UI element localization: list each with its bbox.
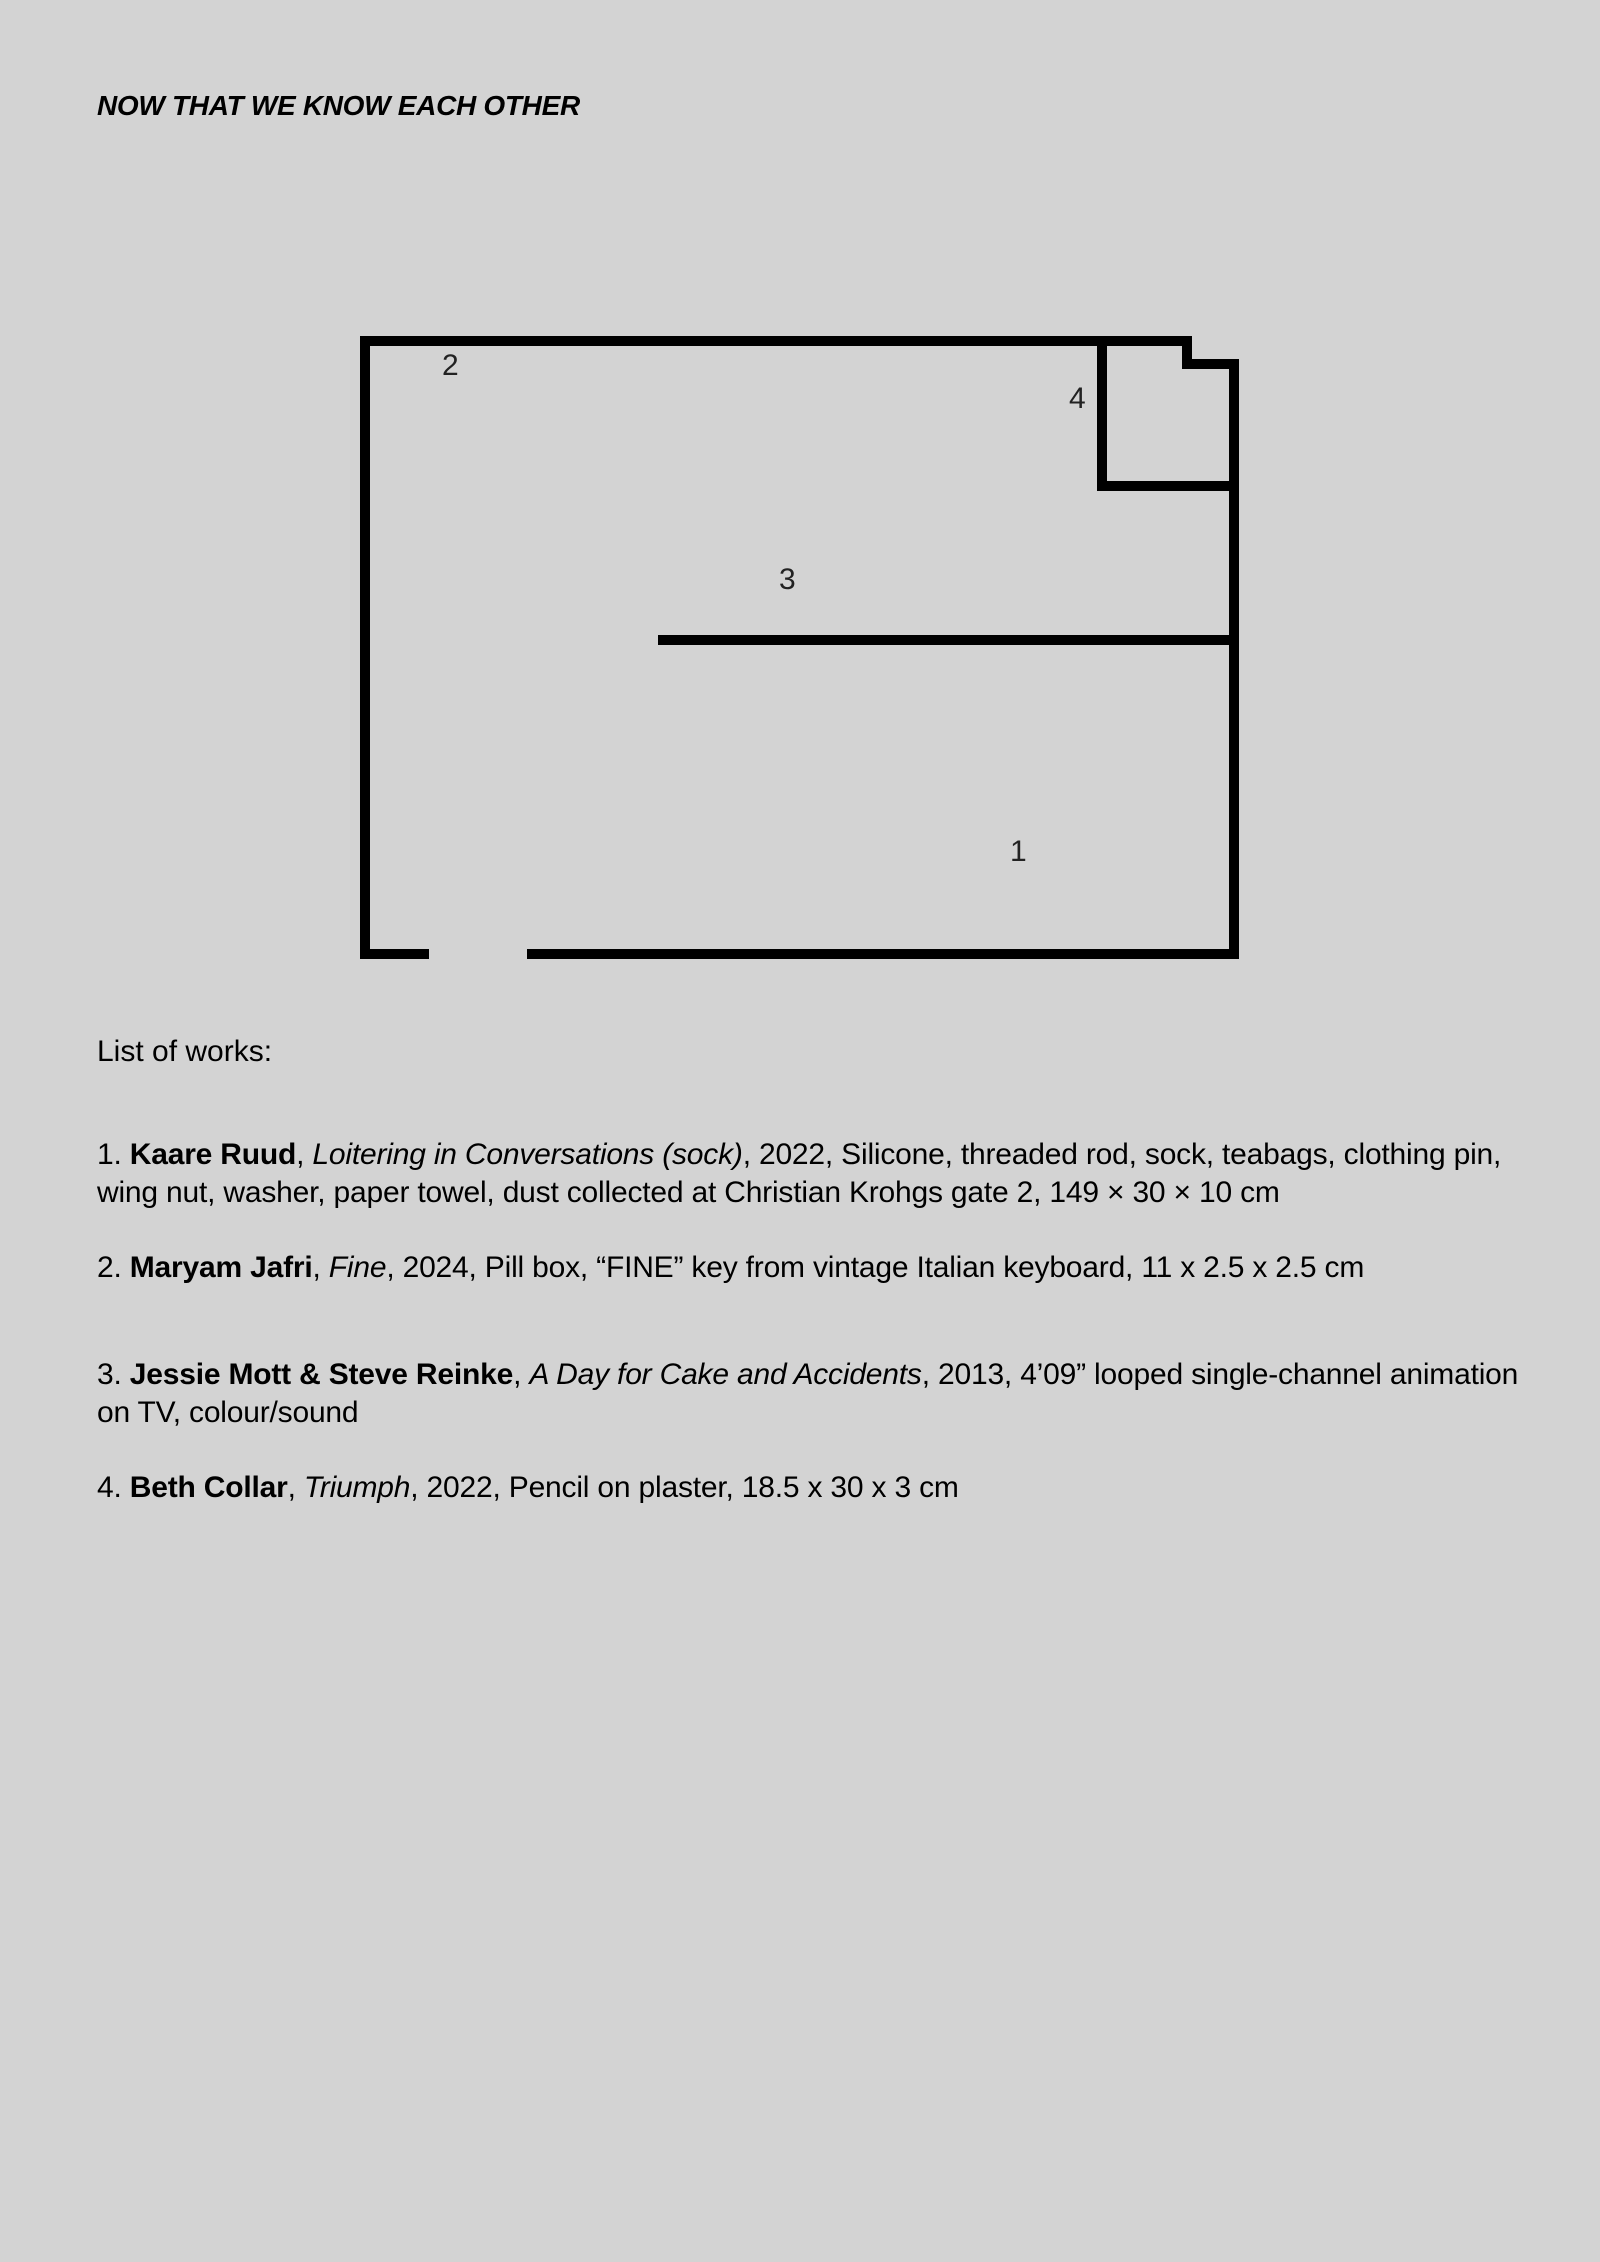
- work-details: , 2022, Pencil on plaster, 18.5 x 30 x 3 cm: [410, 1471, 959, 1504]
- location-label-2: 2: [442, 349, 459, 382]
- work-artist: Maryam Jafri: [129, 1251, 313, 1284]
- work-number: 2.: [97, 1251, 122, 1284]
- work-item: [97, 1136, 1527, 1212]
- work-artist: Beth Collar: [129, 1471, 288, 1504]
- work-separator: ,: [287, 1471, 304, 1504]
- location-label-1: 1: [1010, 835, 1027, 868]
- work-item: [97, 1469, 1527, 1507]
- work-number: 4.: [97, 1471, 122, 1504]
- location-label-4: 4: [1069, 382, 1086, 415]
- work-item: [97, 1356, 1527, 1432]
- work-title: A Day for Cake and Accidents: [529, 1358, 922, 1391]
- work-title: Loitering in Conversations (sock): [312, 1138, 743, 1171]
- work-number: 3.: [97, 1358, 122, 1391]
- work-separator: ,: [296, 1138, 313, 1171]
- work-title: Triumph: [303, 1471, 411, 1504]
- work-artist: Jessie Mott & Steve Reinke: [129, 1358, 514, 1391]
- work-details: , 2013, 4’09” looped single-channel animation on TV, colour/sound: [97, 1358, 1519, 1429]
- location-label-3: 3: [779, 563, 796, 596]
- work-title: Fine: [328, 1251, 387, 1284]
- work-details: , 2022, Silicone, threaded rod, sock, teabags, clothing pin, wing nut, washer, paper towel, dust collected at Christian Krohgs gate 2, 149 × 30 × 10 cm: [97, 1138, 1502, 1209]
- work-item: [97, 1249, 1527, 1287]
- page-title: NOW THAT WE KNOW EACH OTHER: [97, 90, 580, 121]
- work-separator: ,: [513, 1358, 530, 1391]
- floor-plan: [0, 0, 1600, 1000]
- list-of-works-heading: List of works:: [97, 1035, 273, 1068]
- work-separator: ,: [312, 1251, 329, 1284]
- work-number: 1.: [97, 1138, 122, 1171]
- work-details: , 2024, Pill box, “FINE” key from vintage Italian keyboard, 11 x 2.5 x 2.5 cm: [386, 1251, 1365, 1284]
- work-artist: Kaare Ruud: [129, 1138, 297, 1171]
